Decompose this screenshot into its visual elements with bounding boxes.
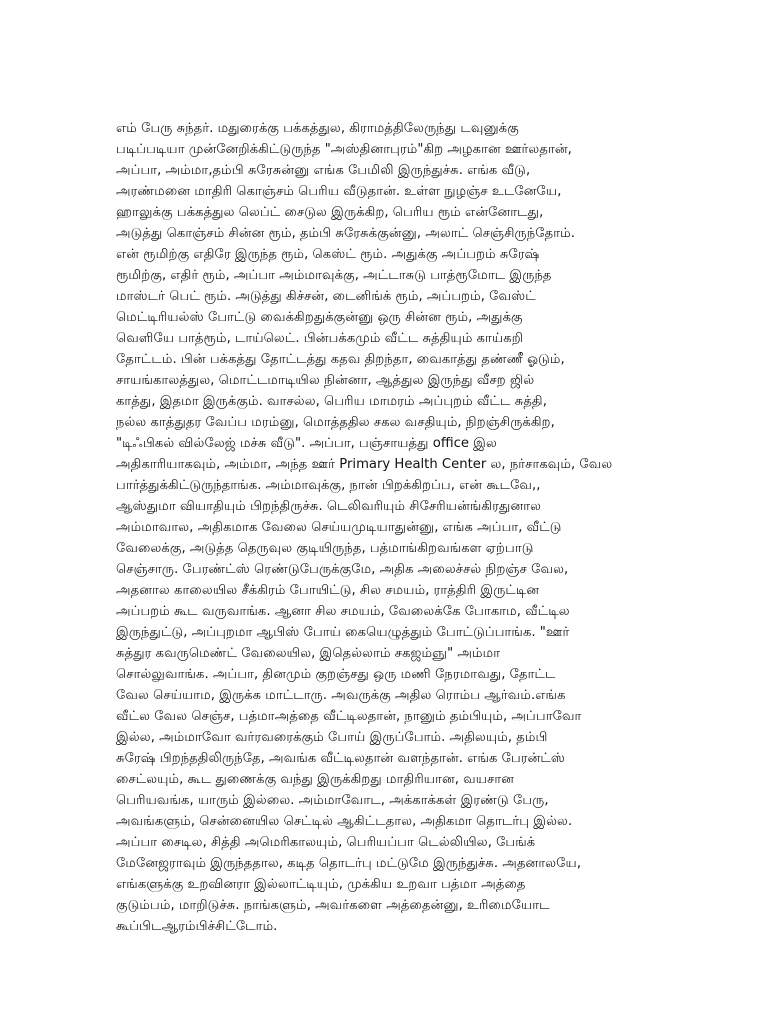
text-line: கூப்பிடஆரம்பிச்சிட்டோம். [116,919,278,934]
text-line: பார்த்துக்கிட்டுருந்தாங்க. அம்மாவுக்கு, நான் பிறக்கிறப்ப, என் கூடவே,, [116,478,541,493]
text-line: அதனால காலையில சீக்கிரம் போயிட்டு, சில சமயம், ராத்திரி இருட்டின [116,583,540,598]
text-line: அவங்களும், சென்னையில செட்டில் ஆகிட்டதால, அதிகமா தொடர்பு இல்ல. [116,814,573,829]
text-line: என் ரூமிற்கு எதிரே இருந்த ரூம், கெஸ்ட் ரூம். அதுக்கு அப்பறம் சுரேஷ் [116,247,540,262]
text-line: அடுத்து கொஞ்சம் சின்ன ரூம், தம்பி சுரேசுக்குன்னு, அலாட் செஞ்சிருந்தோம். [116,226,575,241]
text-line: மேனேஜராவும் இருந்ததால, கடித தொடர்பு மட்டுமே இருந்துச்சு. அதனாலயே, [116,856,582,871]
text-line: தோட்டம். பின் பக்கத்து தோட்டத்து கதவ திறந்தா, வைகாத்து தண்ணீ ஓடும், [116,352,565,367]
text-line: அம்மாவால, அதிகமாக வேலை செய்யமுடியாதுன்னு, எங்க அப்பா, வீட்டு [116,520,562,535]
text-line: எம் பேரு சுந்தர். மதுரைக்கு பக்கத்துல, கிராமத்திலேருந்து டவுனுக்கு [116,121,519,136]
text-line: செஞ்சாரு. பேரண்ட்ஸ் ரெண்டுபேருக்குமே, அதிக அலைச்சல் நிறஞ்ச வேல, [116,562,569,577]
text-line: மெட்டிரியல்ஸ் போட்டு வைக்கிறதுக்குன்னு ஒரு சின்ன ரூம், அதுக்கு [116,310,523,325]
text-line: சைட்லயும், கூட துணைக்கு வந்து இருக்கிறது மாதிரியான, வயசான [116,772,515,787]
text-line: அப்பறம் கூட வருவாங்க. ஆனா சில சமயம், வேலைக்கே போகாம, வீட்டில [116,604,570,619]
text-line: "டிஃபிகல் வில்லேஜ் மச்சு வீடு". அப்பா, பஞ்சாயத்து office இல [116,436,497,451]
text-line: சாயங்காலத்துல, மொட்டமாடியில நின்னா, ஆத்துல இருந்து வீசற ஜில் [116,373,535,388]
text-line: பெரியவங்க, யாரும் இல்லை. அம்மாவோட, அக்காக்கள் இரண்டு பேரு, [116,793,549,808]
story-text [116,118,676,937]
text-line: வீட்ல வேல செஞ்ச, பத்மாஅத்தை வீட்டிலதான், நானும் தம்பியும், அப்பாவோ [116,709,582,724]
text-line: அப்பா, அம்மா,தம்பி சுரேசுன்னு எங்க பேமிலி இருந்துச்சு. எங்க வீடு, [116,163,531,178]
text-line: காத்து, இதமா இருக்கும். வாசல்ல, பெரிய மாமரம் அப்புறம் வீட்ட சுத்தி, [116,394,547,409]
text-line: சுரேஷ் பிறந்ததிலிருந்தே, அவங்க வீட்டிலதான் வளந்தான். எங்க பேரன்ட்ஸ் [116,751,566,766]
text-line: இல்ல, அம்மாவோ வர்ரவரைக்கும் போய் இருப்போம். அதிலயும், தம்பி [116,730,548,745]
text-line: அரண்மனை மாதிரி கொஞ்சம் பெரிய வீடுதான். உள்ள நுழஞ்ச உடனேயே, [116,184,562,199]
text-line: அதிகாரியாகவும், அம்மா, அந்த ஊர் Primary Health Center ல, நர்சாகவும், வேல [116,457,613,472]
text-line: எங்களுக்கு உறவினரா இல்லாட்டியும், முக்கிய உறவா பத்மா அத்தை [116,877,526,892]
text-line: வெளியே பாத்ரூம், டாய்லெட். பின்பக்கமும் வீட்ட சுத்தியும் காய்கறி [116,331,524,346]
text-line: குடும்பம், மாறிடுச்சு. நாங்களும், அவர்களை அத்தைன்னு, உரிமையோட [116,898,550,913]
text-line: சொல்லுவாங்க. அப்பா, தினமும் குறஞ்சது ஒரு மணி நேரமாவது, தோட்ட [116,667,556,682]
text-line: ஆஸ்துமா வியாதியும் பிறந்திருச்சு. டெலிவரியும் சிசேரியன்ங்கிரதுனால [116,499,542,514]
text-line: படிப்படியா முன்னேறிக்கிட்டுருந்த "அஸ்தினாபுரம்"கிற அழகான ஊர்லதான், [116,142,572,157]
text-line: வேலைக்கு, அடுத்த தெருவுல குடியிருந்த, பத்மாங்கிறவங்கள ஏற்பாடு [116,541,534,556]
text-line: வேல செய்யாம, இருக்க மாட்டாரு. அவருக்கு அதில ரொம்ப ஆர்வம்.எங்க [116,688,566,703]
text-line: மாஸ்டர் பெட் ரூம். அடுத்து கிச்சன், டைனிங்க் ரூம், அப்பறம், வேஸ்ட் [116,289,536,304]
text-line: சுத்துர கவருமெண்ட் வேலையில, இதெல்லாம் சகஜம்ஞு" அம்மா [116,646,501,661]
text-line: ஹாலுக்கு பக்கத்துல லெப்ட் சைடுல இருக்கிற, பெரிய ரூம் என்னோடது, [116,205,544,220]
text-line: அப்பா சைடில, சித்தி அமெரிகாலயும், பெரியப்பா டெல்லியில, பேங்க் [116,835,536,850]
text-line: நல்ல காத்துதர வேப்ப மரம்னு, மொத்ததில சகல வசதியும், நிறஞ்சிருக்கிற, [116,415,555,430]
text-line: ரூமிற்கு, எதிர் ரூம், அப்பா அம்மாவுக்கு, அட்டாசுடு பாத்ரூமோட இருந்த [116,268,552,283]
text-line: இருந்துட்டு, அப்புறமா ஆபிஸ் போய் கையெழுத்தும் போட்டுப்பாங்க. "ஊர் [116,625,570,640]
